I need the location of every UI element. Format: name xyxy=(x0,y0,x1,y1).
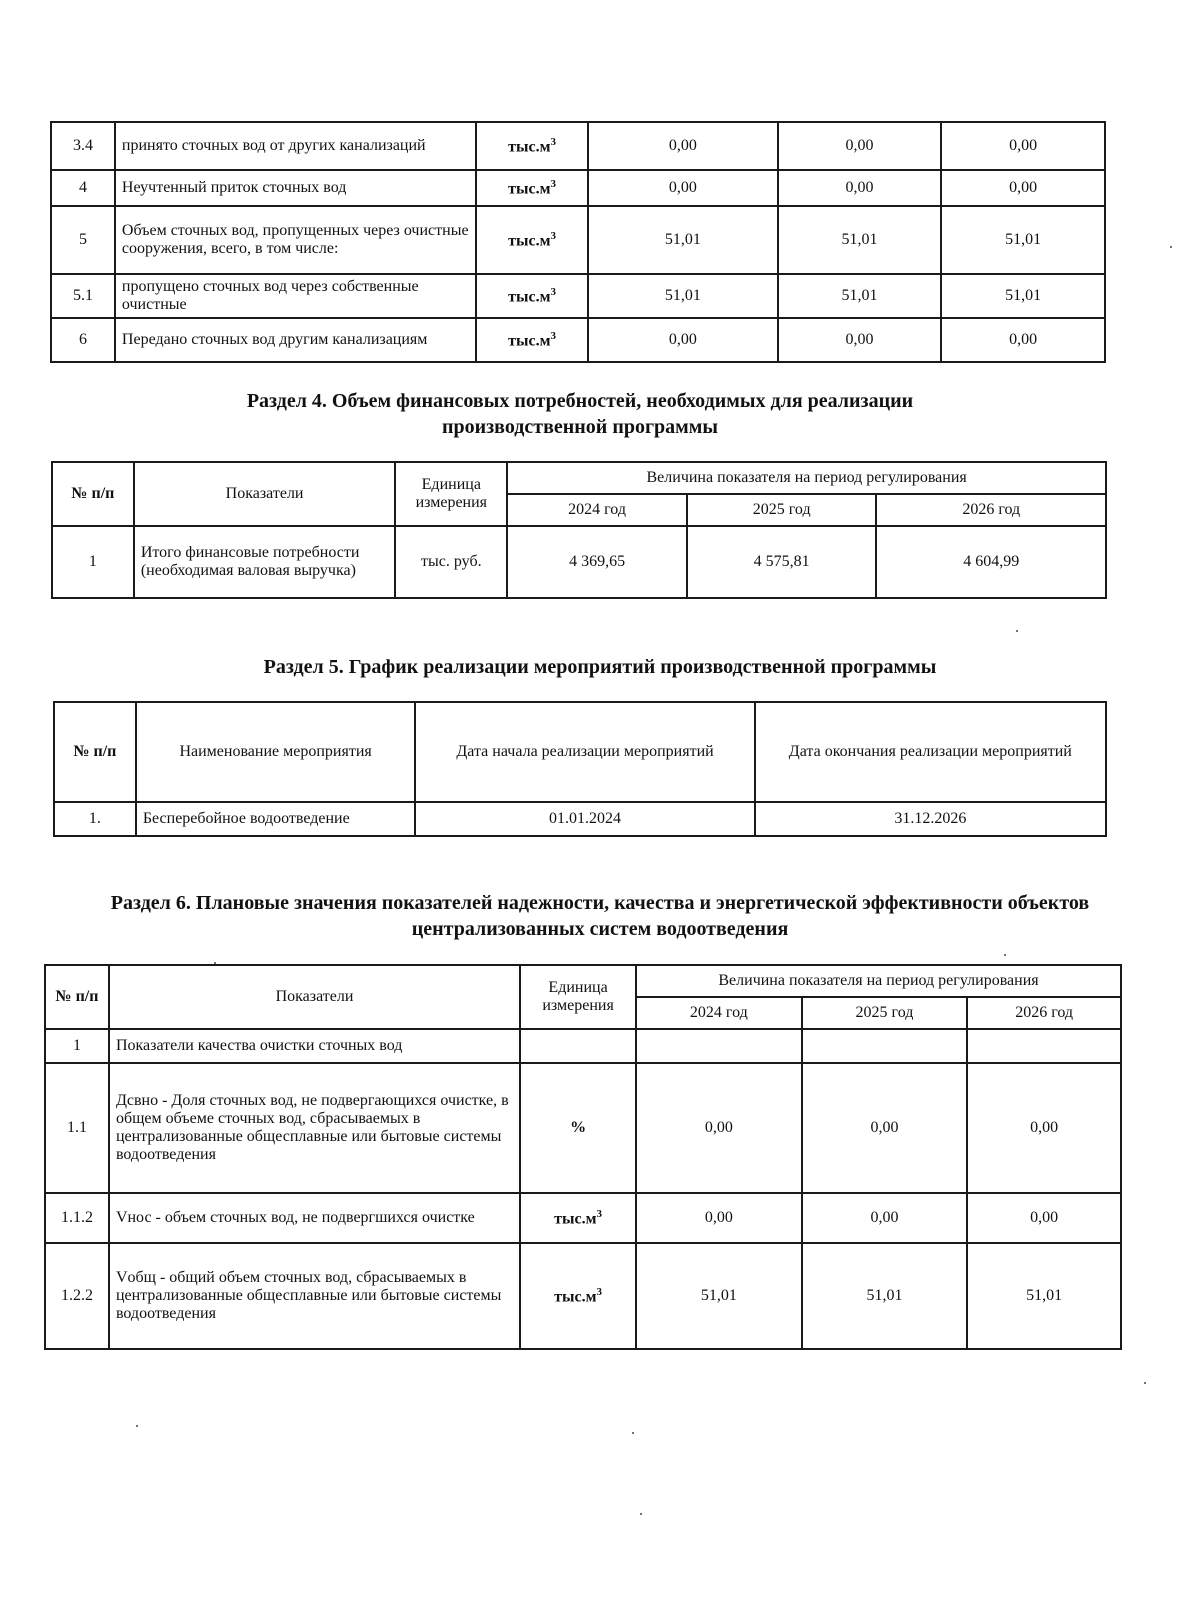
value-2026: 0,00 xyxy=(967,1063,1121,1193)
row-number: 3.4 xyxy=(51,122,115,170)
header-year-2024: 2024 год xyxy=(507,494,687,526)
row-name: принято сточных вод от других канализаций xyxy=(115,122,476,170)
row-number: 4 xyxy=(51,170,115,206)
empty-cell xyxy=(802,1029,968,1063)
header-year-2024: 2024 год xyxy=(636,997,802,1029)
scan-speck xyxy=(136,1425,138,1427)
header-year-2026: 2026 год xyxy=(876,494,1106,526)
row-name: Объем сточных вод, пропущенных через очистные сооружения, всего, в том числе: xyxy=(115,206,476,274)
row-number: 5 xyxy=(51,206,115,274)
row-name: Vобщ - общий объем сточных вод, сбрасываемых в централизованные общесплавные или бытовые системы водоотведения xyxy=(109,1243,520,1349)
end-date: 31.12.2026 xyxy=(755,802,1106,836)
value-2026: 0,00 xyxy=(941,318,1105,362)
header-row xyxy=(52,462,1106,494)
header-name: Показатели xyxy=(109,965,520,1029)
table-row xyxy=(52,526,1106,598)
unit-cell: тыс. руб. xyxy=(395,526,507,598)
value-2024: 0,00 xyxy=(588,122,778,170)
value-2024: 51,01 xyxy=(588,274,778,318)
row-number: 1 xyxy=(52,526,134,598)
header-num: № п/п xyxy=(45,965,109,1029)
header-row xyxy=(45,965,1121,997)
row-number: 5.1 xyxy=(51,274,115,318)
row-name: Показатели качества очистки сточных вод xyxy=(109,1029,520,1063)
table-row xyxy=(45,1063,1121,1193)
header-start: Дата начала реализации мероприятий xyxy=(415,702,754,802)
unit-cell: $тыс.м^3$ xyxy=(476,274,588,318)
empty-cell xyxy=(520,1029,636,1063)
scan-speck xyxy=(1144,1382,1146,1384)
value-2026: 51,01 xyxy=(941,206,1105,274)
value-2026: 0,00 xyxy=(967,1193,1121,1243)
empty-cell xyxy=(967,1029,1121,1063)
scan-speck xyxy=(1004,954,1006,956)
header-end: Дата окончания реализации мероприятий xyxy=(755,702,1106,802)
row-name: Итого финансовые потребности (необходимая валовая выручка) xyxy=(134,526,396,598)
table-row xyxy=(51,170,1105,206)
value-2026: 4 604,99 xyxy=(876,526,1106,598)
row-name: Бесперебойное водоотведение xyxy=(136,802,416,836)
empty-cell xyxy=(636,1029,802,1063)
header-name: Наименование мероприятия xyxy=(136,702,416,802)
finance-table xyxy=(51,461,1107,599)
scan-speck xyxy=(640,1513,642,1515)
table-row xyxy=(51,318,1105,362)
unit-cell: $тыс.м^3$ xyxy=(476,170,588,206)
header-unit: Единица измерения xyxy=(395,462,507,526)
unit-cell: $тыс.м^3$ xyxy=(520,1243,636,1349)
value-2026: 51,01 xyxy=(941,274,1105,318)
header-num: № п/п xyxy=(54,702,136,802)
value-2025: 51,01 xyxy=(778,274,942,318)
unit-cell: $тыс.м^3$ xyxy=(476,206,588,274)
value-2025: 51,01 xyxy=(778,206,942,274)
row-number: 1.2.2 xyxy=(45,1243,109,1349)
row-number: 1.1.2 xyxy=(45,1193,109,1243)
value-2024: 0,00 xyxy=(588,318,778,362)
unit-cell: $тыс.м^3$ xyxy=(476,122,588,170)
value-2024: 4 369,65 xyxy=(507,526,687,598)
value-2026: 51,01 xyxy=(967,1243,1121,1349)
section-6-title: Раздел 6. Плановые значения показателей надежности, качества и энергетической эффективности объектов централизованных систем водоотведения xyxy=(110,892,1090,940)
header-year-2025: 2025 год xyxy=(802,997,968,1029)
section-4-title: Раздел 4. Объем финансовых потребностей, необходимых для реализации производственной программы xyxy=(246,390,914,438)
table-row xyxy=(51,122,1105,170)
scan-speck xyxy=(214,962,216,964)
header-year-2026: 2026 год xyxy=(967,997,1121,1029)
row-number: 1 xyxy=(45,1029,109,1063)
value-2024: 51,01 xyxy=(588,206,778,274)
row-name: пропущено сточных вод через собственные очистные xyxy=(115,274,476,318)
value-2025: 0,00 xyxy=(778,318,942,362)
header-period: Величина показателя на период регулирования xyxy=(507,462,1106,494)
section-5-title: Раздел 5. График реализации мероприятий производственной программы xyxy=(263,656,937,678)
header-num: № п/п xyxy=(52,462,134,526)
scan-speck xyxy=(632,1432,634,1434)
value-2025: 4 575,81 xyxy=(687,526,877,598)
header-year-2025: 2025 год xyxy=(687,494,877,526)
scan-speck xyxy=(1016,630,1018,632)
table-row xyxy=(45,1193,1121,1243)
row-name: Дсвно - Доля сточных вод, не подвергающихся очистке, в общем объеме сточных вод, сбрасываемых в централизованные общесплавные или бытовые системы водоотведения xyxy=(109,1063,520,1193)
row-name: Неучтенный приток сточных вод xyxy=(115,170,476,206)
unit-cell: $тыс.м^3$ xyxy=(520,1193,636,1243)
schedule-table xyxy=(53,701,1107,837)
table-row xyxy=(51,274,1105,318)
header-row xyxy=(54,702,1106,802)
value-2025: 0,00 xyxy=(778,122,942,170)
value-2025: 0,00 xyxy=(802,1063,968,1193)
value-2024: 0,00 xyxy=(588,170,778,206)
table-row xyxy=(51,206,1105,274)
header-period: Величина показателя на период регулирования xyxy=(636,965,1121,997)
row-number: 1.1 xyxy=(45,1063,109,1193)
value-2025: 0,00 xyxy=(802,1193,968,1243)
row-number: 6 xyxy=(51,318,115,362)
start-date: 01.01.2024 xyxy=(415,802,754,836)
table-row xyxy=(45,1243,1121,1349)
row-name: Передано сточных вод другим канализациям xyxy=(115,318,476,362)
value-2025: 51,01 xyxy=(802,1243,968,1349)
unit-cell: % xyxy=(520,1063,636,1193)
table-row xyxy=(45,1029,1121,1063)
table-row xyxy=(54,802,1106,836)
row-name: Vнос - объем сточных вод, не подвергшихся очистке xyxy=(109,1193,520,1243)
header-name: Показатели xyxy=(134,462,396,526)
volume-table xyxy=(50,121,1106,363)
value-2024: 0,00 xyxy=(636,1193,802,1243)
header-unit: Единица измерения xyxy=(520,965,636,1029)
value-2026: 0,00 xyxy=(941,170,1105,206)
value-2025: 0,00 xyxy=(778,170,942,206)
reliability-table xyxy=(44,964,1122,1350)
unit-cell: $тыс.м^3$ xyxy=(476,318,588,362)
row-number: 1. xyxy=(54,802,136,836)
value-2026: 0,00 xyxy=(941,122,1105,170)
value-2024: 0,00 xyxy=(636,1063,802,1193)
value-2024: 51,01 xyxy=(636,1243,802,1349)
scan-speck xyxy=(1170,246,1172,248)
